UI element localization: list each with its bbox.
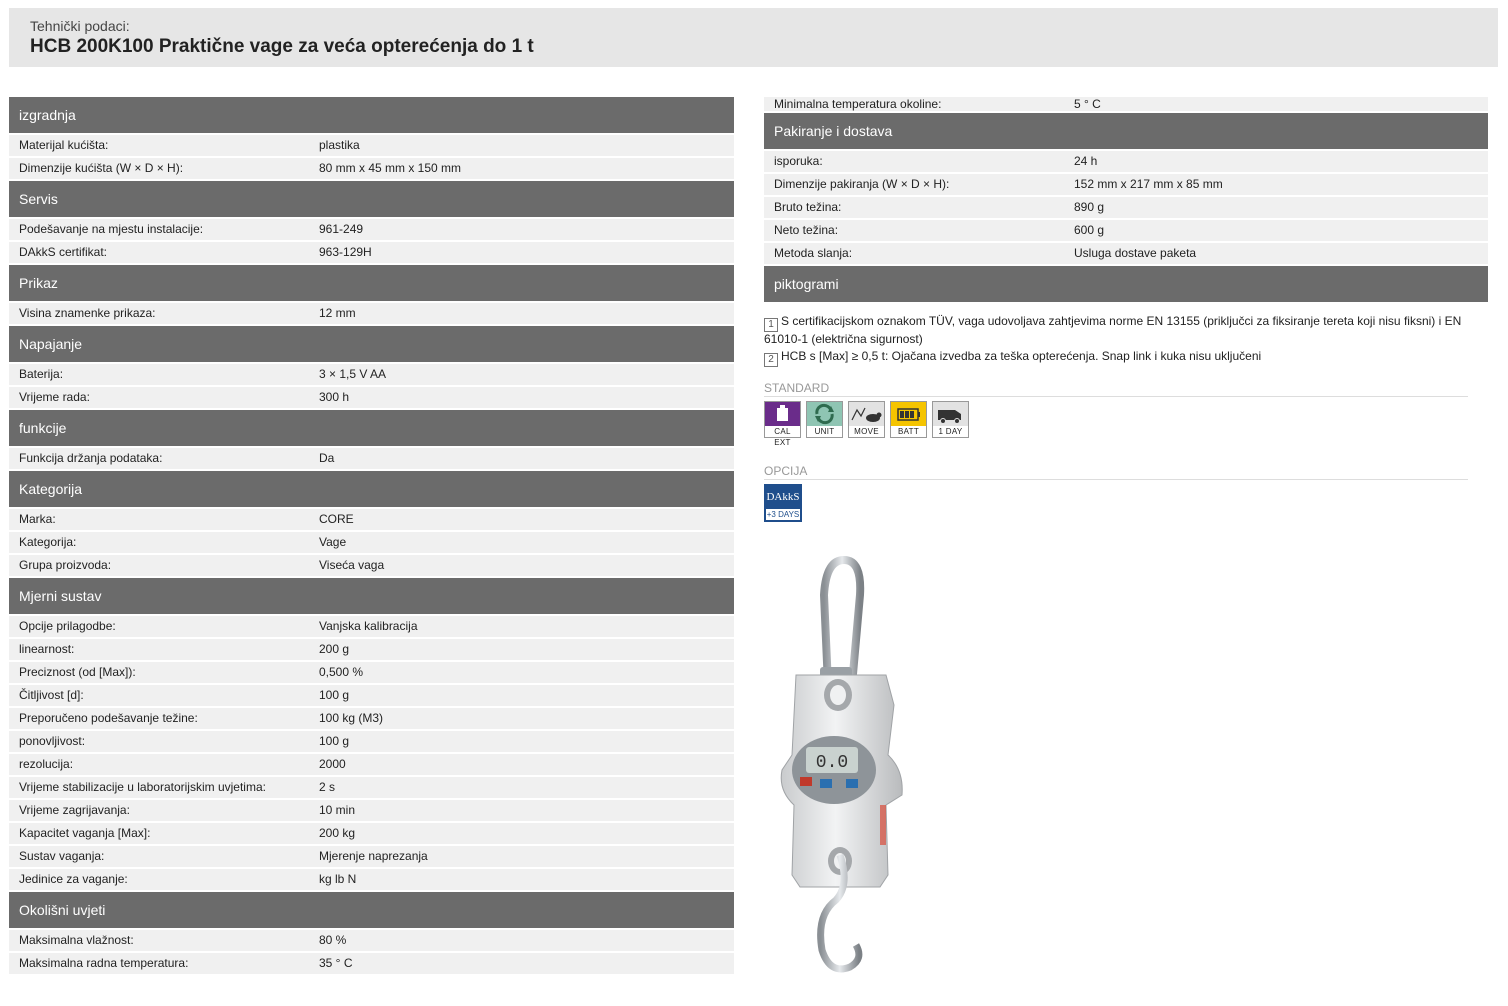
- spec-row: [9, 754, 734, 775]
- spec-key: Visina znamenke prikaza:: [19, 306, 156, 320]
- spec-row: [9, 242, 734, 263]
- spec-value: 961-249: [319, 222, 364, 236]
- spec-row: [9, 846, 734, 867]
- spec-key: Minimalna temperatura okoline:: [774, 97, 942, 111]
- pictogram-text: HCB s [Max] ≥ 0,5 t: Ojačana izvedba za teška opterećenja. Snap link i kuka nisu uključeni: [781, 349, 1262, 363]
- section-header-packaging: Pakiranje i dostava: [764, 113, 1488, 149]
- spec-row: [9, 639, 734, 660]
- spec-key: Bruto težina:: [774, 200, 842, 214]
- spec-value: 24 h: [1074, 154, 1098, 168]
- spec-key: ponovljivost:: [19, 734, 86, 748]
- spec-value: 3 × 1,5 V AA: [319, 367, 387, 381]
- spec-row: [764, 243, 1488, 264]
- spec-row: [764, 97, 1488, 111]
- dakks-text: DAkkS: [766, 491, 800, 503]
- spec-row: [9, 616, 734, 637]
- spec-key: Kategorija:: [19, 535, 77, 549]
- spec-key: Marka:: [19, 512, 56, 526]
- spec-key: Maksimalna radna temperatura:: [19, 956, 189, 970]
- spec-row: [9, 800, 734, 821]
- spec-value: 35 ° C: [319, 956, 353, 970]
- spec-row: [9, 777, 734, 798]
- spec-value: 2 s: [319, 780, 336, 794]
- spec-value: 0,500 %: [319, 665, 364, 679]
- header-subtitle: Tehnički podaci:: [30, 18, 130, 34]
- spec-value: 600 g: [1074, 223, 1105, 237]
- spec-key: rezolucija:: [19, 757, 74, 771]
- spec-value: 10 min: [319, 803, 356, 817]
- spec-row: [9, 869, 734, 890]
- pictogram-item: [764, 349, 1469, 367]
- section-header: funkcije: [9, 410, 734, 446]
- spec-row: [764, 197, 1488, 218]
- spec-key: Podešavanje na mjestu instalacije:: [19, 222, 204, 236]
- spec-row: [764, 220, 1488, 241]
- standard-icons: [764, 401, 1488, 447]
- spec-row: [9, 509, 734, 530]
- spec-row: [9, 731, 734, 752]
- page-title: HCB 200K100 Praktične vage za veća opterećenja do 1 t: [30, 36, 534, 57]
- spec-key: Preporučeno podešavanje težine:: [19, 711, 198, 725]
- spec-key: Preciznost (od [Max]):: [19, 665, 136, 679]
- spec-value: 300 h: [319, 390, 350, 404]
- spec-value: Vage: [319, 535, 347, 549]
- spec-row: [764, 174, 1488, 195]
- spec-row: [9, 158, 734, 179]
- spec-key: Čitljivost [d]:: [19, 688, 84, 702]
- spec-value: 100 g: [319, 734, 350, 748]
- right-spec-column: [764, 97, 1488, 522]
- section-header: Prikaz: [9, 265, 734, 301]
- spec-key: Vrijeme zagrijavanja:: [19, 803, 130, 817]
- spec-key: Metoda slanja:: [774, 246, 853, 260]
- spec-value: 100 g: [319, 688, 350, 702]
- spec-value: 890 g: [1074, 200, 1105, 214]
- spec-row: [9, 135, 734, 156]
- section-header: Mjerni sustav: [9, 578, 734, 614]
- spec-value: Da: [319, 451, 335, 465]
- spec-key: Opcije prilagodbe:: [19, 619, 116, 633]
- spec-value: Mjerenje naprezanja: [319, 849, 428, 863]
- spec-value: 100 kg (M3): [319, 711, 384, 725]
- spec-value: Viseća vaga: [319, 558, 385, 572]
- spec-key: Grupa proizvoda:: [19, 558, 112, 572]
- cal-ext-icon[interactable]: [764, 401, 801, 447]
- icon-label: CAL EXT: [765, 426, 800, 437]
- spec-key: isporuka:: [774, 154, 823, 168]
- spec-value: 200 kg: [319, 826, 356, 840]
- spec-value: 200 g: [319, 642, 350, 656]
- spec-value: 152 mm x 217 mm x 85 mm: [1074, 177, 1223, 191]
- icon-label: BATT: [891, 426, 926, 437]
- spec-key: Dimenzije kućišta (W × D × H):: [19, 161, 184, 175]
- left-spec-column: [9, 97, 734, 976]
- spec-value: 963-129H: [319, 245, 372, 259]
- spec-row: [9, 953, 734, 974]
- product-image: [776, 555, 916, 985]
- spec-row: [764, 151, 1488, 172]
- spec-key: Maksimalna vlažnost:: [19, 933, 134, 947]
- pictogram-text: S certifikacijskom oznakom TÜV, vaga udovoljava zahtjevima norme EN 13155 (priključci za fiksiranje tereta koji nisu fiksni) i EN 61010-1 (električna sigurnost): [764, 314, 1462, 346]
- icon-label: UNIT: [807, 426, 842, 437]
- icon-label: 1 DAY: [933, 426, 968, 437]
- spec-key: Baterija:: [19, 367, 64, 381]
- spec-row: [9, 219, 734, 240]
- spec-row: [9, 387, 734, 408]
- spec-key: Funkcija držanja podataka:: [19, 451, 163, 465]
- spec-value: 80 %: [319, 933, 347, 947]
- spec-row: [9, 708, 734, 729]
- spec-key: Jedinice za vaganje:: [19, 872, 128, 886]
- spec-value: 5 ° C: [1074, 97, 1101, 111]
- section-header-pictograms: piktogrami: [764, 266, 1488, 302]
- spec-row: [9, 303, 734, 324]
- spec-key: Kapacitet vaganja [Max]:: [19, 826, 151, 840]
- unit-icon[interactable]: [806, 401, 843, 438]
- batt-icon[interactable]: [890, 401, 927, 438]
- spec-row: [9, 662, 734, 683]
- spec-key: Materijal kućišta:: [19, 138, 109, 152]
- section-header: Okolišni uvjeti: [9, 892, 734, 928]
- packaging-rows: [764, 151, 1488, 264]
- spec-key: DAkkS certifikat:: [19, 245, 108, 259]
- spec-key: Vrijeme stabilizacije u laboratorijskim uvjetima:: [19, 780, 266, 794]
- spec-value: 2000: [319, 757, 346, 771]
- pictogram-number: 2: [764, 353, 778, 367]
- icon-label: MOVE: [849, 426, 884, 437]
- dakks-days: +3 DAYS: [766, 510, 800, 519]
- spec-value: kg lb N: [319, 872, 357, 886]
- svg-text:0.0: 0.0: [815, 753, 849, 773]
- spec-value: Usluga dostave paketa: [1074, 246, 1197, 260]
- spec-row: [9, 930, 734, 951]
- spec-row: [9, 555, 734, 576]
- section-header: Napajanje: [9, 326, 734, 362]
- delivery-icon[interactable]: [932, 401, 969, 438]
- standard-label: STANDARD: [764, 381, 1468, 397]
- section-header: Kategorija: [9, 471, 734, 507]
- option-label: OPCIJA: [764, 464, 1468, 480]
- spec-value: 80 mm x 45 mm x 150 mm: [319, 161, 462, 175]
- page-header: [9, 8, 1498, 67]
- spec-row: [9, 532, 734, 553]
- spec-key: Sustav vaganja:: [19, 849, 105, 863]
- move-icon[interactable]: [848, 401, 885, 438]
- section-header: izgradnja: [9, 97, 734, 133]
- spec-value: 12 mm: [319, 306, 356, 320]
- spec-value: CORE: [319, 512, 354, 526]
- spec-value: plastika: [319, 138, 360, 152]
- spec-row: [9, 823, 734, 844]
- spec-row: [9, 364, 734, 385]
- spec-row: [9, 685, 734, 706]
- spec-key: linearnost:: [19, 642, 75, 656]
- spec-key: Neto težina:: [774, 223, 839, 237]
- pictogram-list: [764, 314, 1469, 367]
- spec-value: Vanjska kalibracija: [319, 619, 418, 633]
- pictogram-number: 1: [764, 318, 778, 332]
- dakks-icon[interactable]: [764, 484, 802, 522]
- spec-key: Vrijeme rada:: [19, 390, 90, 404]
- pictogram-item: [764, 314, 1469, 347]
- section-header: Servis: [9, 181, 734, 217]
- spec-row: [9, 448, 734, 469]
- spec-key: Dimenzije pakiranja (W × D × H):: [774, 177, 950, 191]
